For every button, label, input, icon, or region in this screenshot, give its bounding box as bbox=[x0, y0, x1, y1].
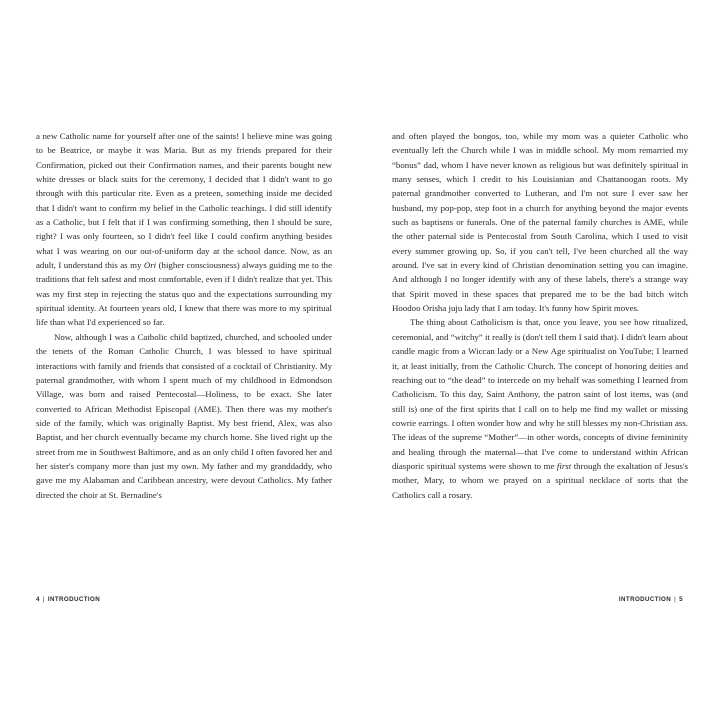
text-run: The thing about Catholicism is that, once you leave, you see how ritualized, ceremonial, and “witchy” it really is (don't tell them I said that). I didn't learn about candle magic from a Wiccan lady or a New Age spiritualist on YouTube; I learned it, at least initially, from the Catholic Church. The concept of honoring deities and reaching out to “the dead” to intercede on my behalf was something I learned from Catholicism. To this day, Saint Anthony, the patron saint of lost items, was (and still is) one of the first spirits that I call on to help me find my wallet or missing cowrie earrings. I often wonder how and why he still blesses my non-Christian ass. The ideas of the supreme “Mother”—in other words, concepts of divine femininity and healing through the maternal—that I've come to understand within African diasporic spiritual systems were shown to me bbox=[392, 317, 688, 471]
italic-term: Ori bbox=[143, 260, 157, 271]
footer-separator: | bbox=[674, 596, 677, 603]
left-paragraph-2: Now, although I was a Catholic child baptized, churched, and schooled under the tenets of the Roman Catholic Church, I was blessed to have spiritual interactions with family and friends that consisted of a cocktail of Christianity. My paternal grandmother, with whom I spent much of my childhood in Edmondson Village, was born and raised Pentecostal—Holiness, to be exact. She later converted to African Methodist Episcopal (AME). Then there was my mother's side of the family, which was originally Baptist. My best friend, Alex, was also Baptist, and her church eventually became my church home. She lived right up the street from me in Southwest Baltimore, and as an only child I often favored her and her sister's company more than just my own. My father and my granddaddy, who gave me my Alabaman and Caribbean ancestry, were devout Catholics. My father directed the choir at St. Bernadine's bbox=[36, 331, 332, 500]
italic-term: first bbox=[556, 460, 572, 471]
right-paragraph-1: and often played the bongos, too, while my mom was a quieter Catholic who eventually left the Church while I was in middle school. My mom remarried my “bonus” dad, whom I have never known as religious but was definitely spiritual in many senses, which I credit to his Louisianian and Chattanoogan roots. My paternal grandmother converted to Lutheran, and I'm not sure I ever saw her husband, my pop-pop, step foot in a church for anything beyond the major events such as baptisms or funerals. One of the paternal family churches is AME, while the other paternal side is Pentecostal from South Carolina, which I used to visit every summer growing up. So, if you can't tell, I've been churched all the way around. I've sat in every kind of Christian denomination setting you can imagine. And although I no longer identify with any of these labels, there's a strange way that Spirit moved in these spaces that prepared me to be the bad bitch witch Hoodoo Orisha juju lady that I am today. It's funny how Spirit moves. bbox=[392, 131, 688, 314]
section-title: INTRODUCTION bbox=[47, 596, 101, 603]
page-number: 4 bbox=[36, 596, 40, 603]
text-run: a new Catholic name for yourself after one of the saints! I believe mine was going to be Beatrice, or maybe it was Maria. But as my friends prepared for their Confirmation, picked out their Confirmation names, and their parents bought new white dresses or black suits for the ceremony, I decided that I didn't want to go through with this particular rite. Even as a preteen, something inside me decided that I didn't want to confirm my belief in the Catholic teachings. I did still identify as a Catholic, but I felt that if I was confirming something, then I should be sure, right? I was only fourteen, so I didn't feel like I could confirm anything besides what I was wearing on our out-of-uniform day at the school dance. Now, as an adult, I understand this as my bbox=[36, 131, 332, 271]
left-page-footer bbox=[36, 596, 100, 603]
text-run: through the exaltation of Jesus's mother, Mary, to whom we prayed on a spiritual necklace of sorts that the Catholics call a rosary. bbox=[392, 460, 688, 500]
right-page-body bbox=[392, 129, 688, 502]
left-page-body bbox=[36, 129, 332, 502]
right-paragraph-2 bbox=[392, 315, 688, 501]
section-title: INTRODUCTION bbox=[618, 596, 672, 603]
page-number: 5 bbox=[679, 596, 683, 603]
text-run: (higher consciousness) always guiding me to the traditions that felt safest and most comfortable, even if I didn't realize that yet. This was my first step in rejecting the status quo and the expectations surrounding my spiritual identity. At fourteen years old, I knew that there was more to my spiritual life than what I'd experienced so far. bbox=[36, 260, 333, 328]
left-paragraph-1 bbox=[36, 129, 332, 330]
right-page-footer bbox=[619, 596, 683, 603]
footer-separator: | bbox=[42, 596, 45, 603]
